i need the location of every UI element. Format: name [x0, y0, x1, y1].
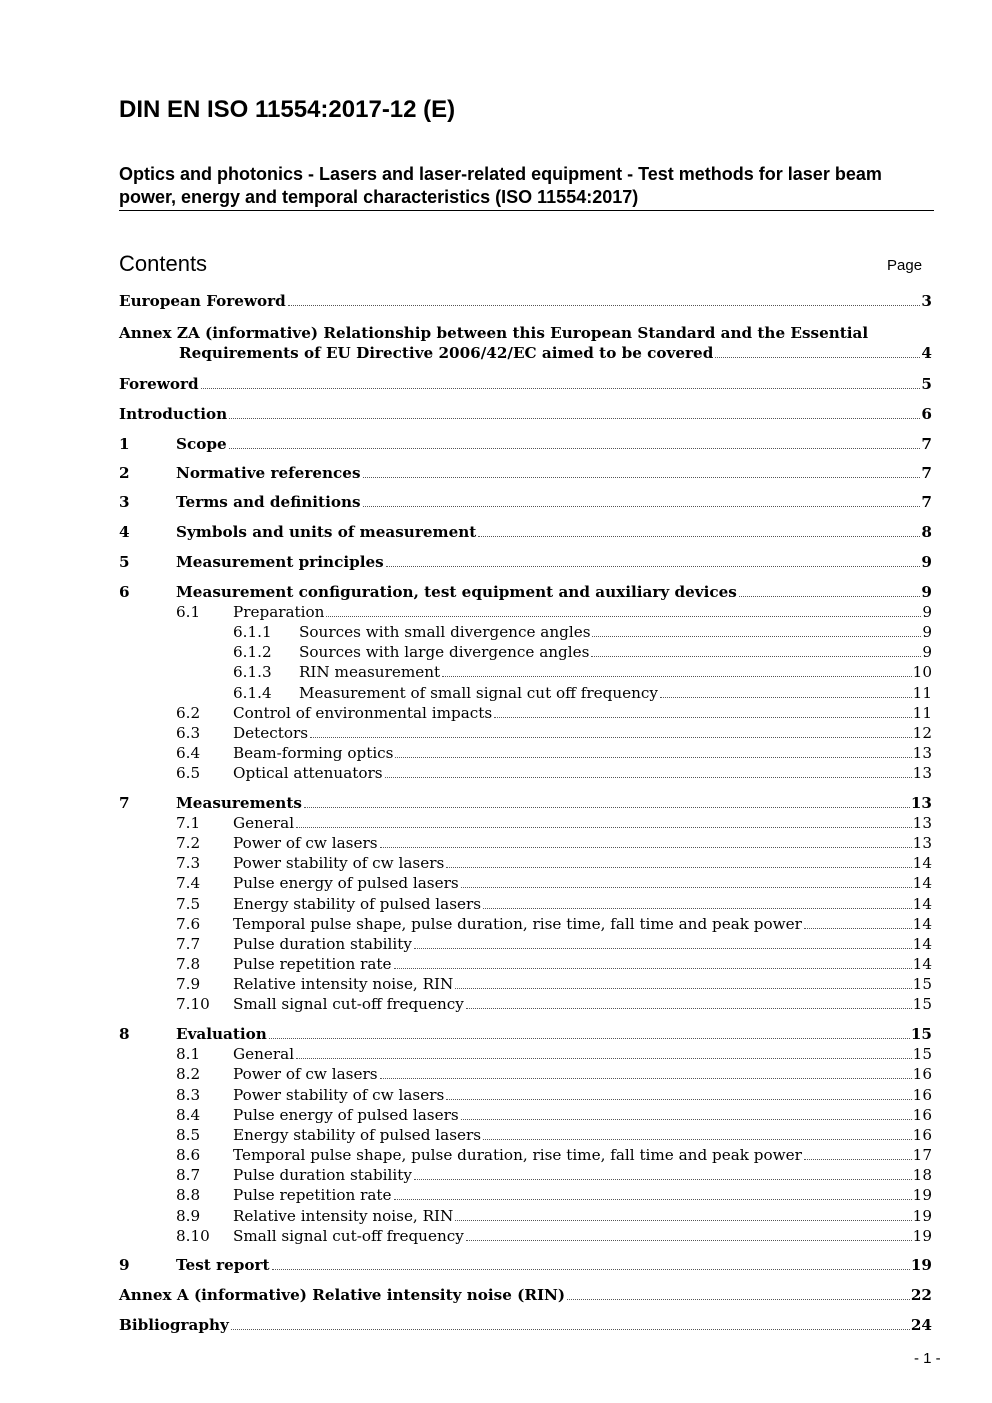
toc-entry-page: 9 — [921, 583, 932, 601]
dot-leader — [201, 374, 921, 389]
toc-entry[interactable] — [119, 582, 932, 603]
toc-entry-number: 6.4 — [176, 744, 201, 762]
toc-entry[interactable] — [119, 853, 932, 874]
toc-entry[interactable] — [119, 642, 932, 663]
toc-entry-title: Sources with small divergence angles — [299, 623, 591, 641]
toc-entry-number: 2 — [119, 464, 130, 482]
dot-leader — [592, 622, 921, 637]
toc-entry[interactable] — [119, 813, 932, 834]
toc-entry-page: 14 — [912, 874, 932, 892]
toc-entry-page: 19 — [912, 1207, 932, 1225]
toc-entry[interactable] — [119, 602, 932, 623]
toc-entry-page: 11 — [912, 684, 932, 702]
toc-entry[interactable] — [119, 291, 932, 312]
toc-entry-title: Power stability of cw lasers — [233, 854, 445, 872]
toc-entry-title: Relative intensity noise, RIN — [233, 1207, 454, 1225]
toc-entry-number: 7.3 — [176, 854, 201, 872]
toc-entry-page: 13 — [910, 794, 932, 812]
toc-entry-number: 3 — [119, 493, 130, 511]
toc-entry-title: Control of environmental impacts — [233, 704, 493, 722]
toc-entry-page: 19 — [910, 1256, 932, 1274]
dot-leader — [363, 463, 921, 478]
dot-leader — [380, 1064, 912, 1079]
toc-entry-number: 8.8 — [176, 1186, 201, 1204]
toc-entry[interactable] — [119, 522, 932, 543]
toc-entry-title: Foreword — [119, 375, 199, 393]
toc-entry[interactable] — [119, 723, 932, 744]
toc-entry[interactable] — [119, 1206, 932, 1227]
toc-entry[interactable] — [119, 1024, 932, 1045]
dot-leader — [231, 1315, 910, 1330]
toc-entry[interactable] — [119, 1255, 932, 1276]
toc-entry[interactable] — [119, 1315, 932, 1336]
toc-entry-page: 15 — [912, 975, 932, 993]
toc-entry-number: 8.7 — [176, 1166, 201, 1184]
toc-entry-title: General — [233, 1045, 295, 1063]
toc-entry[interactable] — [119, 492, 932, 513]
toc-entry[interactable] — [119, 463, 932, 484]
toc-entry-title: Pulse repetition rate — [233, 1186, 392, 1204]
toc-entry-page: 13 — [912, 834, 932, 852]
toc-entry[interactable] — [119, 434, 932, 455]
toc-entry-title: Power of cw lasers — [233, 1065, 378, 1083]
toc-entry-number: 8.6 — [176, 1146, 201, 1164]
dot-leader — [272, 1255, 910, 1270]
toc-entry-title: Power stability of cw lasers — [233, 1086, 445, 1104]
toc-entry-page: 7 — [921, 435, 932, 453]
toc-entry-page: 10 — [912, 663, 932, 681]
toc-entry[interactable] — [119, 343, 932, 364]
toc-entry-number: 6.2 — [176, 704, 201, 722]
dot-leader — [804, 1145, 912, 1160]
toc-entry-page: 24 — [910, 1316, 932, 1334]
dot-leader — [739, 582, 921, 597]
toc-entry-title: Preparation — [233, 603, 325, 621]
toc-entry-title: Pulse repetition rate — [233, 955, 392, 973]
toc-entry-page: 9 — [922, 643, 932, 661]
toc-entry[interactable] — [119, 404, 932, 425]
contents-heading: Contents — [119, 251, 208, 276]
toc-entry[interactable] — [119, 1105, 932, 1126]
toc-entry[interactable] — [119, 683, 932, 704]
toc-entry-page: 9 — [921, 553, 932, 571]
toc-entry-title: Power of cw lasers — [233, 834, 378, 852]
toc-entry-title: European Foreword — [119, 292, 286, 310]
toc-entry[interactable] — [119, 793, 932, 814]
toc-entry[interactable] — [119, 1044, 932, 1065]
dot-leader — [446, 853, 911, 868]
toc-entry-number: 6.1.2 — [233, 643, 272, 661]
toc-entry[interactable] — [119, 894, 932, 915]
dot-leader — [446, 1085, 911, 1100]
toc-entry-title: Optical attenuators — [233, 764, 383, 782]
dot-leader — [394, 1185, 912, 1200]
dot-leader — [483, 894, 912, 909]
dot-leader — [455, 974, 911, 989]
toc-entry-title: Terms and definitions — [176, 493, 361, 511]
toc-entry[interactable] — [119, 934, 932, 955]
toc-entry-title: Annex ZA (informative) Relationship between this European Standard and the Essential — [119, 324, 869, 342]
toc-entry-page: 16 — [912, 1086, 932, 1104]
dot-leader — [380, 833, 912, 848]
toc-entry-title: Small signal cut-off frequency — [233, 1227, 464, 1245]
dot-leader — [394, 954, 912, 969]
dot-leader — [288, 291, 921, 306]
toc-entry-title: Temporal pulse shape, pulse duration, rise time, fall time and peak power — [233, 1146, 802, 1164]
toc-entry-title: Test report — [176, 1256, 270, 1274]
dot-leader — [385, 763, 912, 778]
toc-entry-page: 14 — [912, 895, 932, 913]
dot-leader — [269, 1024, 910, 1039]
toc-entry[interactable] — [119, 1165, 932, 1186]
toc-entry-number: 7.6 — [176, 915, 201, 933]
toc-entry[interactable] — [119, 1185, 932, 1206]
toc-entry[interactable] — [119, 1145, 932, 1166]
toc-entry-page: 16 — [912, 1065, 932, 1083]
toc-entry-title: Pulse energy of pulsed lasers — [233, 1106, 459, 1124]
toc-entry-number: 6.1.4 — [233, 684, 272, 702]
toc-entry-number: 7 — [119, 794, 130, 812]
dot-leader — [442, 662, 912, 677]
toc-entry-page: 7 — [921, 464, 932, 482]
toc-entry[interactable] — [119, 914, 932, 935]
toc-entry-page: 13 — [912, 744, 932, 762]
toc-entry-title: Detectors — [233, 724, 309, 742]
dot-leader — [660, 683, 912, 698]
toc-entry[interactable] — [119, 703, 932, 724]
toc-entry[interactable] — [119, 1064, 932, 1085]
toc-entry-page: 6 — [921, 405, 932, 423]
toc-entry-title: Normative references — [176, 464, 361, 482]
toc-entry-title: Temporal pulse shape, pulse duration, rise time, fall time and peak power — [233, 915, 802, 933]
toc-entry-title: Measurement principles — [176, 553, 384, 571]
toc-entry[interactable] — [119, 552, 932, 573]
dot-leader — [591, 642, 921, 657]
toc-entry-page: 14 — [912, 915, 932, 933]
toc-entry-title: Bibliography — [119, 1316, 229, 1334]
toc-entry-page: 7 — [921, 493, 932, 511]
toc-entry[interactable] — [119, 323, 932, 344]
toc-entry-title: Pulse duration stability — [233, 935, 412, 953]
dot-leader — [567, 1285, 910, 1300]
toc-entry-page: 14 — [912, 935, 932, 953]
toc-entry-title: Measurement configuration, test equipment and auxiliary devices — [176, 583, 737, 601]
toc-entry[interactable] — [119, 833, 932, 854]
dot-leader — [466, 1226, 912, 1241]
toc-entry-title: Energy stability of pulsed lasers — [233, 895, 482, 913]
toc-entry-number: 8.9 — [176, 1207, 201, 1225]
toc-entry-page: 14 — [912, 854, 932, 872]
toc-entry[interactable] — [119, 622, 932, 643]
dot-leader — [386, 552, 921, 567]
toc-entry-number: 7.8 — [176, 955, 201, 973]
toc-entry-number: 7.5 — [176, 895, 201, 913]
toc-entry-title: Symbols and units of measurement — [176, 523, 477, 541]
toc-entry-page: 14 — [912, 955, 932, 973]
title-rule — [119, 210, 934, 211]
toc-entry-page: 16 — [912, 1126, 932, 1144]
toc-entry-number: 7.7 — [176, 935, 201, 953]
toc-entry-number: 8.1 — [176, 1045, 201, 1063]
dot-leader — [494, 703, 911, 718]
toc-entry-number: 1 — [119, 435, 130, 453]
toc-entry-page: 13 — [912, 764, 932, 782]
toc-entry-page: 17 — [912, 1146, 932, 1164]
toc-entry-title: Scope — [176, 435, 227, 453]
toc-entry-title: Evaluation — [176, 1025, 267, 1043]
dot-leader — [229, 434, 921, 449]
toc-entry-title: Relative intensity noise, RIN — [233, 975, 454, 993]
dot-leader — [715, 343, 920, 358]
toc-entry-number: 7.10 — [176, 995, 210, 1013]
toc-entry-page: 19 — [912, 1186, 932, 1204]
toc-entry[interactable] — [119, 763, 932, 784]
toc-entry-page: 13 — [912, 814, 932, 832]
toc-entry-number: 8.4 — [176, 1106, 201, 1124]
toc-entry-page: 3 — [921, 292, 932, 310]
toc-entry-page: 8 — [921, 523, 932, 541]
toc-entry-page: 15 — [910, 1025, 932, 1043]
toc-entry-number: 8.2 — [176, 1065, 201, 1083]
toc-entry-title: Measurements — [176, 794, 302, 812]
dot-leader — [229, 404, 920, 419]
dot-leader — [478, 522, 920, 537]
toc-entry[interactable] — [119, 374, 932, 395]
toc-entry-title: Energy stability of pulsed lasers — [233, 1126, 482, 1144]
toc-entry-page: 19 — [912, 1227, 932, 1245]
toc-entry[interactable] — [119, 743, 932, 764]
toc-entry-page: 22 — [910, 1286, 932, 1304]
toc-entry-number: 6 — [119, 583, 130, 601]
toc-entry-title: Pulse duration stability — [233, 1166, 412, 1184]
toc-entry-number: 8 — [119, 1025, 130, 1043]
dot-leader — [414, 934, 912, 949]
toc-entry-title: Annex A (informative) Relative intensity noise (RIN) — [119, 1286, 566, 1304]
toc-entry-title: Introduction — [119, 405, 228, 423]
toc-entry-title: RIN measurement — [299, 663, 441, 681]
toc-entry-number: 6.5 — [176, 764, 201, 782]
dot-leader — [296, 813, 912, 828]
dot-leader — [395, 743, 911, 758]
toc-entry-title: Requirements of EU Directive 2006/42/EC aimed to be covered — [179, 344, 714, 362]
toc-entry-number: 5 — [119, 553, 130, 571]
dot-leader — [804, 914, 912, 929]
toc-entry-number: 6.1.1 — [233, 623, 272, 641]
toc-entry-number: 7.1 — [176, 814, 201, 832]
dot-leader — [304, 793, 910, 808]
toc-entry[interactable] — [119, 662, 932, 683]
page-number: - 1 - — [914, 1350, 941, 1367]
toc-entry-title: Beam-forming optics — [233, 744, 394, 762]
document-subtitle: Optics and photonics - Lasers and laser-related equipment - Test methods for laser beam power, energy and temporal characteristics (ISO 11554:2017) — [119, 164, 882, 207]
toc-entry[interactable] — [119, 1285, 932, 1306]
toc-entry-page: 18 — [912, 1166, 932, 1184]
toc-entry-page: 16 — [912, 1106, 932, 1124]
document-title: DIN EN ISO 11554:2017-12 (E) — [119, 96, 456, 123]
dot-leader — [483, 1125, 912, 1140]
toc-entry-number: 6.1.3 — [233, 663, 272, 681]
toc-entry-title: Small signal cut-off frequency — [233, 995, 464, 1013]
toc-entry-number: 9 — [119, 1256, 130, 1274]
toc-entry-page: 11 — [912, 704, 932, 722]
toc-entry-number: 8.3 — [176, 1086, 201, 1104]
toc-entry-title: Measurement of small signal cut off frequency — [299, 684, 659, 702]
toc-entry-page: 12 — [912, 724, 932, 742]
toc-entry-page: 5 — [921, 375, 932, 393]
dot-leader — [296, 1044, 912, 1059]
toc-entry-page: 15 — [912, 1045, 932, 1063]
toc-entry[interactable] — [119, 1125, 932, 1146]
dot-leader — [461, 873, 912, 888]
toc-entry[interactable] — [119, 1085, 932, 1106]
dot-leader — [455, 1206, 911, 1221]
toc-entry-title: Sources with large divergence angles — [299, 643, 590, 661]
toc-entry[interactable] — [119, 873, 932, 894]
dot-leader — [414, 1165, 912, 1180]
toc-entry-number: 7.4 — [176, 874, 201, 892]
toc-entry-page: 9 — [922, 623, 932, 641]
toc-entry[interactable] — [119, 1226, 932, 1247]
toc-entry-page: 4 — [921, 344, 932, 362]
toc-entry[interactable] — [119, 994, 932, 1015]
toc-entry[interactable] — [119, 954, 932, 975]
toc-entry-title: Pulse energy of pulsed lasers — [233, 874, 459, 892]
toc-entry-page: 9 — [922, 603, 932, 621]
toc-entry-number: 7.9 — [176, 975, 201, 993]
dot-leader — [326, 602, 921, 617]
toc-entry-number: 8.5 — [176, 1126, 201, 1144]
dot-leader — [310, 723, 912, 738]
toc-entry-title: General — [233, 814, 295, 832]
dot-leader — [466, 994, 912, 1009]
toc-entry-number: 6.1 — [176, 603, 201, 621]
dot-leader — [461, 1105, 912, 1120]
dot-leader — [363, 492, 921, 507]
page-column-label: Page — [887, 257, 923, 274]
toc-entry-number: 7.2 — [176, 834, 201, 852]
toc-entry-number: 8.10 — [176, 1227, 210, 1245]
toc-entry-number: 4 — [119, 523, 130, 541]
toc-entry-page: 15 — [912, 995, 932, 1013]
toc-entry-number: 6.3 — [176, 724, 201, 742]
toc-entry[interactable] — [119, 974, 932, 995]
